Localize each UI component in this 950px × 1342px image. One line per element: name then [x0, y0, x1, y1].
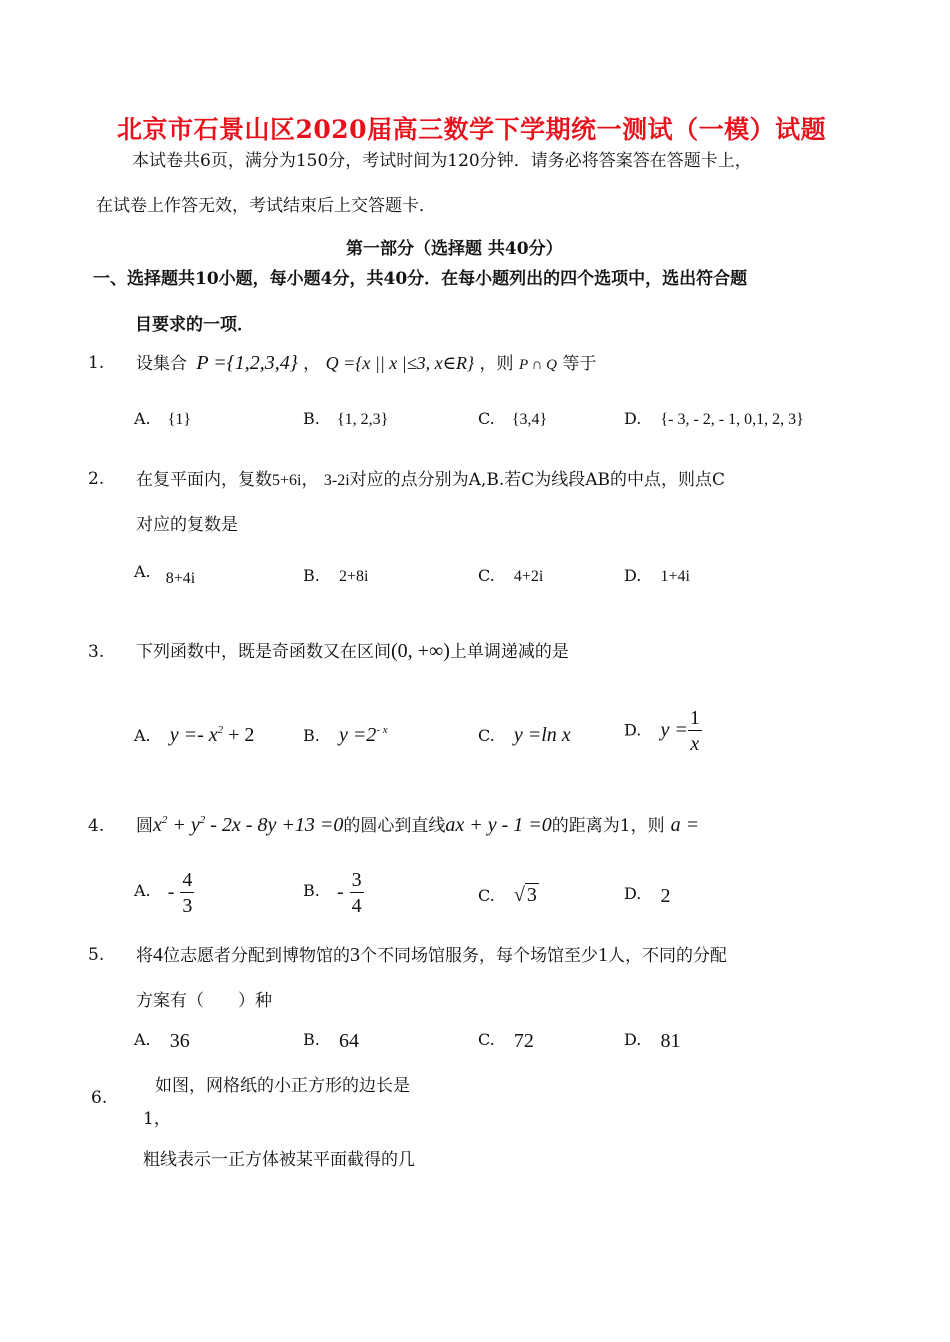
- set-q: Q ={x || x |≤3, x∈R}: [325, 353, 475, 373]
- option-letter: A.: [134, 880, 151, 900]
- sign: -: [336, 880, 344, 903]
- question-stem: [136, 941, 727, 967]
- option-value: 2: [660, 885, 671, 907]
- stem-text: 的距离为1，则: [551, 816, 665, 836]
- stem-text: ，: [301, 470, 319, 490]
- complex-1: 5+6i: [272, 472, 302, 489]
- option-value: [170, 724, 255, 746]
- option-b[interactable]: [303, 870, 364, 916]
- sign: -: [167, 880, 175, 903]
- option-a[interactable]: [134, 409, 191, 429]
- expr: x: [153, 814, 162, 836]
- option-b[interactable]: [303, 724, 388, 747]
- option-letter: A.: [134, 562, 151, 581]
- option-value: 72: [513, 1030, 534, 1052]
- exponent: - x: [376, 724, 388, 736]
- question-stem-line-2: 1，: [143, 1109, 171, 1129]
- stem-text: 圆: [136, 816, 153, 836]
- option-value: {1}: [167, 411, 192, 428]
- option-value: [339, 724, 388, 746]
- option-value: [336, 869, 364, 917]
- option-a[interactable]: [134, 870, 194, 916]
- question-stem: [136, 349, 596, 375]
- option-c[interactable]: [478, 566, 543, 586]
- option-letter: D.: [624, 566, 642, 585]
- option-letter: B.: [303, 409, 320, 428]
- option-letter: D.: [624, 1030, 642, 1049]
- option-letter: B.: [303, 726, 320, 745]
- expr: - 2x - 8y +13 =0: [205, 814, 344, 836]
- line-equation: ax + y - 1 =0: [445, 814, 552, 836]
- option-letter: C.: [478, 726, 495, 745]
- option-d[interactable]: [624, 409, 804, 429]
- question-stem-line-3: 粗线表示一正方体被某平面截得的几: [143, 1150, 415, 1170]
- option-value: 2+8i: [338, 568, 369, 585]
- stem-text: ，: [303, 354, 321, 374]
- question-stem: [136, 811, 699, 837]
- expr: y =2: [338, 724, 377, 746]
- question-stem-line-1: 如图，网格纸的小正方形的边长是: [155, 1076, 410, 1096]
- number: 3: [350, 944, 360, 966]
- option-c[interactable]: [478, 724, 571, 747]
- option-letter: A.: [134, 1030, 151, 1049]
- option-letter: B.: [303, 880, 320, 900]
- stem-text: 个不同场馆服务，每个场馆至少: [360, 946, 598, 966]
- intro-line-2: 在试卷上作答无效，考试结束后上交答题卡．: [96, 196, 436, 216]
- option-a[interactable]: [134, 562, 196, 587]
- exponent: 2: [217, 724, 224, 736]
- stem-text: 设集合: [136, 354, 187, 374]
- option-c[interactable]: [478, 1028, 534, 1051]
- option-letter: A.: [134, 726, 151, 745]
- option-value: 1+4i: [660, 568, 690, 585]
- stem-text: 对应的点分别为A,B.若C为线段AB的中点，则点C: [349, 470, 726, 490]
- option-value: 8+4i: [165, 570, 196, 587]
- intro-line-1: 本试卷共6页，满分为150分，考试时间为120分钟．请务必将答案答在答题卡上，: [132, 151, 752, 171]
- option-value: {3,4}: [511, 411, 548, 428]
- option-letter: D.: [624, 720, 642, 740]
- question-stem: [136, 465, 725, 490]
- expr: y =: [660, 718, 688, 741]
- option-d[interactable]: [624, 1028, 680, 1051]
- number: 1: [598, 944, 608, 966]
- option-value: 64: [338, 1030, 359, 1052]
- option-letter: C.: [478, 886, 495, 905]
- denominator: x: [690, 733, 700, 755]
- stem-text: 上单调递减的是: [449, 642, 569, 662]
- option-letter: D.: [624, 884, 642, 903]
- fraction: [688, 708, 702, 754]
- option-value: {- 3, - 2, - 1, 0,1, 2, 3}: [660, 411, 804, 428]
- option-value: √ 3: [513, 884, 537, 906]
- option-value: [660, 707, 701, 755]
- expr: + y: [167, 814, 200, 836]
- option-b[interactable]: [303, 566, 368, 586]
- complex-2: 3-2i: [323, 472, 350, 489]
- option-a[interactable]: [134, 1028, 190, 1051]
- option-c[interactable]: [478, 884, 539, 907]
- stem-text: 位志愿者分配到博物馆的: [163, 946, 350, 966]
- intersection: P ∩ Q: [518, 357, 558, 373]
- circle-equation: [153, 814, 343, 836]
- option-letter: B.: [303, 1030, 320, 1049]
- option-value: [167, 869, 195, 917]
- option-letter: B.: [303, 566, 320, 585]
- option-letter: C.: [478, 1030, 495, 1049]
- page-title: 北京市石景山区2020届高三数学下学期统一测试（一模）试题: [117, 115, 827, 144]
- set-p: P ={1,2,3,4}: [196, 352, 298, 374]
- option-c[interactable]: [478, 409, 547, 429]
- denominator: 4: [351, 895, 362, 917]
- option-letter: C.: [478, 566, 495, 585]
- stem-text: 的圆心到直线: [343, 816, 446, 836]
- stem-text: 等于: [562, 354, 597, 374]
- numerator: 3: [351, 869, 362, 891]
- option-value: y =ln x: [513, 724, 571, 746]
- exponent: 2: [199, 814, 206, 826]
- option-d[interactable]: [624, 708, 702, 754]
- part-heading: 第一部分（选择题 共40分）: [346, 239, 563, 259]
- question-number: 6.: [91, 1088, 108, 1108]
- option-b[interactable]: [303, 409, 388, 429]
- stem-text: 人，不同的分配: [608, 946, 727, 966]
- number: 4: [153, 944, 163, 966]
- question-number: 1.: [88, 353, 105, 373]
- numerator: 1: [689, 707, 700, 729]
- option-a[interactable]: [134, 724, 254, 747]
- fraction: [350, 870, 364, 916]
- expr: + 2: [223, 724, 255, 746]
- option-b[interactable]: [303, 1028, 359, 1051]
- section-instructions-2: 目要求的一项．: [135, 315, 254, 335]
- stem-text: ，则: [479, 354, 514, 374]
- question-number: 4.: [88, 816, 105, 836]
- option-value: {1, 2,3}: [336, 411, 389, 428]
- question-number: 3.: [88, 642, 105, 662]
- unknown-a: a =: [670, 814, 700, 836]
- option-d[interactable]: [624, 566, 690, 586]
- expr: y =- x: [169, 724, 218, 746]
- question-stem-line-2: 对应的复数是: [136, 515, 238, 535]
- option-letter: D.: [624, 409, 642, 428]
- question-number: 2.: [88, 469, 105, 489]
- interval: (0, +∞): [391, 640, 450, 662]
- option-letter: C.: [478, 409, 495, 428]
- question-number: 5.: [88, 945, 105, 965]
- section-instructions-1: 一、选择题共10小题，每小题4分，共40分．在每小题列出的四个选项中，选出符合题: [93, 269, 748, 289]
- numerator: 4: [182, 869, 193, 891]
- question-stem: [136, 637, 569, 663]
- question-stem-line-2: 方案有（ ）种: [136, 991, 272, 1011]
- option-value: 4+2i: [513, 568, 544, 585]
- option-value: 36: [169, 1030, 190, 1052]
- option-d[interactable]: [624, 882, 670, 905]
- stem-text: 下列函数中，既是奇函数又在区间: [136, 642, 391, 662]
- stem-text: 在复平面内，复数: [136, 470, 272, 490]
- option-letter: A.: [134, 409, 151, 428]
- option-value: 81: [660, 1030, 681, 1052]
- exponent: 2: [161, 814, 168, 826]
- stem-text: 将: [136, 946, 153, 966]
- radicand: 3: [526, 884, 537, 906]
- denominator: 3: [182, 895, 193, 917]
- fraction: [180, 870, 194, 916]
